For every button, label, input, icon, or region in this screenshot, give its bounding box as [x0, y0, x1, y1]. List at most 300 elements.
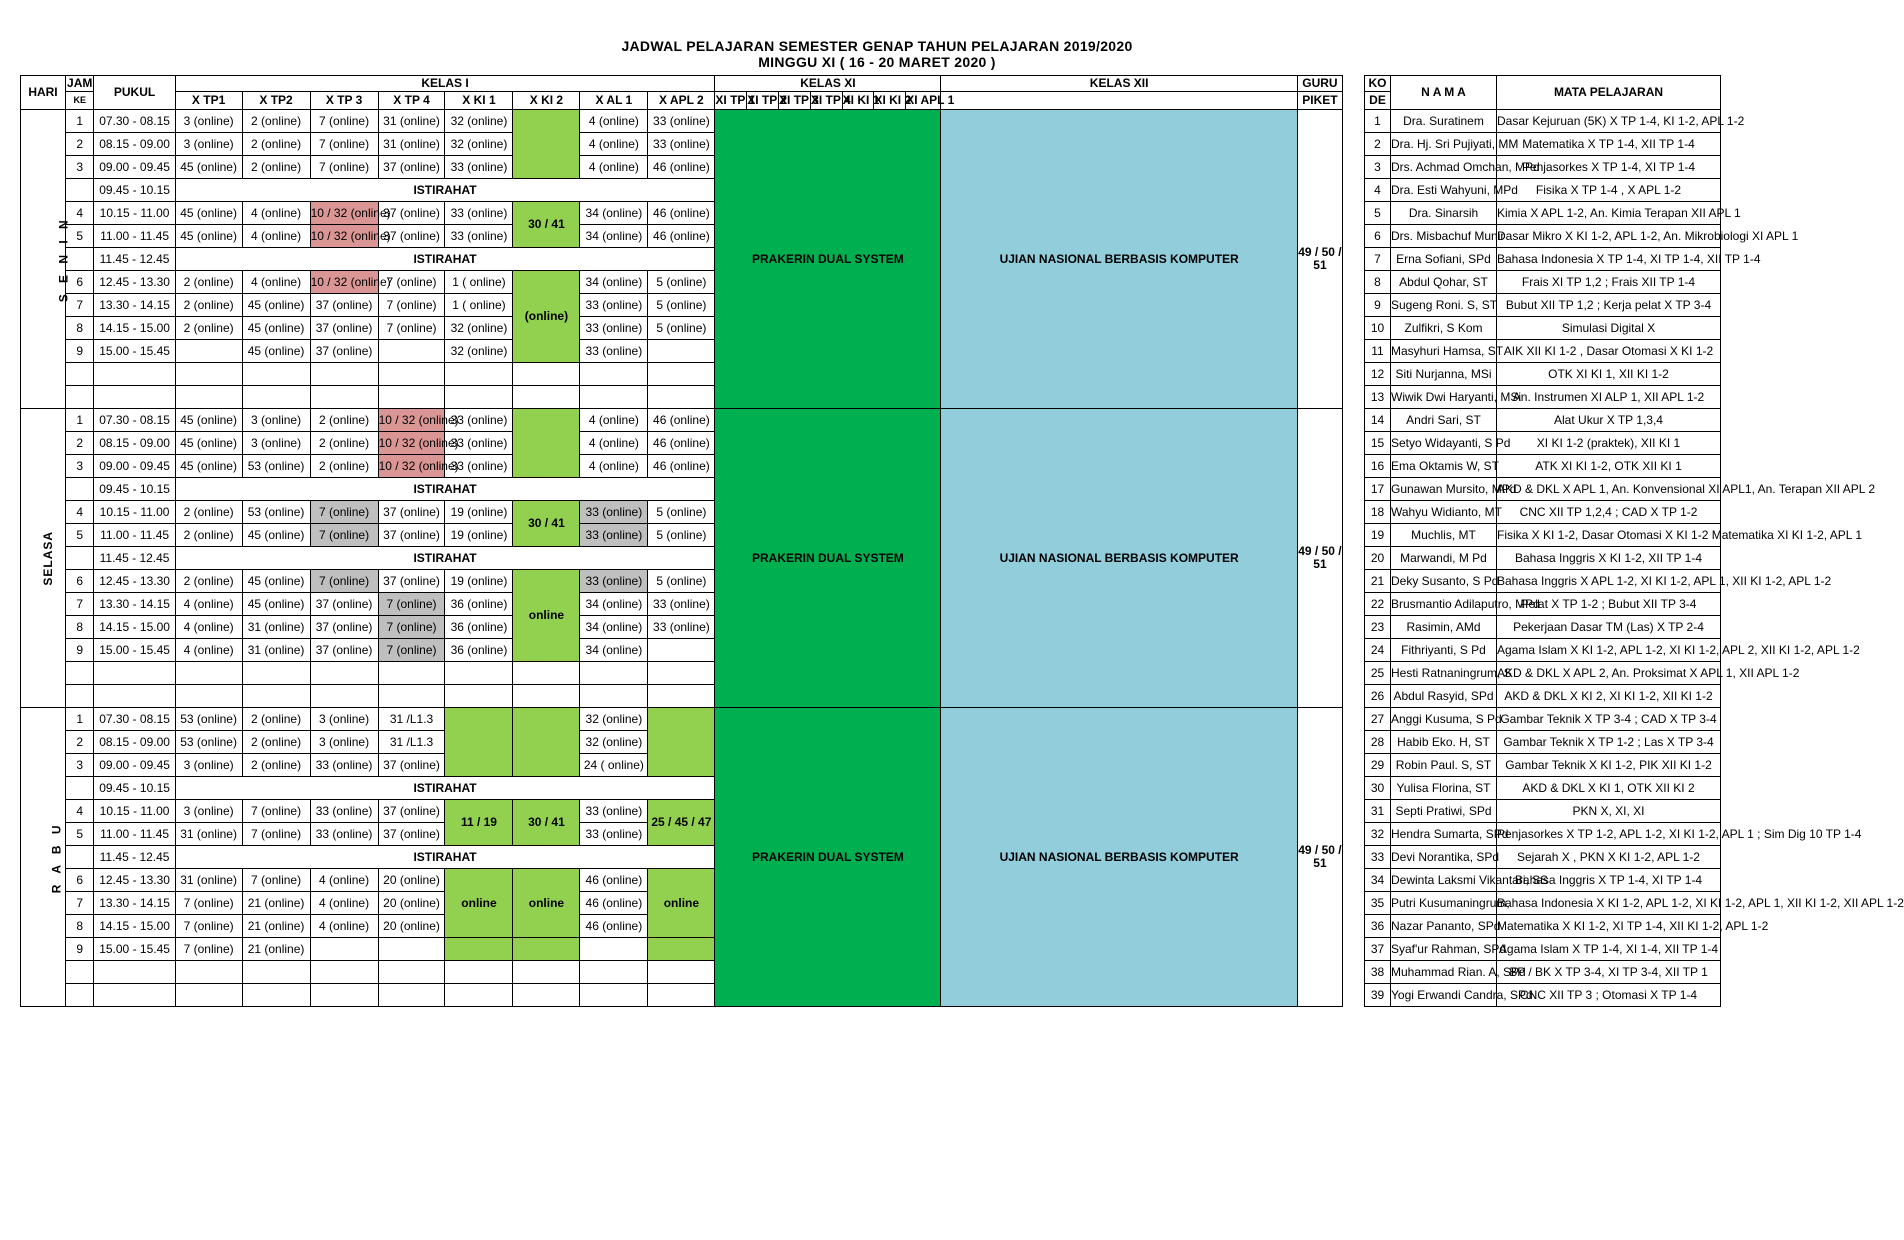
lesson-cell: 2 (online)	[242, 731, 310, 754]
teacher-subject: Frais XI TP 1,2 ; Frais XII TP 1-4	[1497, 271, 1721, 294]
lesson-cell: 33 (online)	[580, 800, 648, 823]
teacher-code: 26	[1365, 685, 1391, 708]
teacher-code: 1	[1365, 110, 1391, 133]
jam-ke: 1	[65, 409, 94, 432]
lesson-cell: 4 (online)	[580, 110, 648, 133]
col-kelas-i-sub: X TP 4	[378, 92, 445, 110]
lesson-cell: 4 (online)	[310, 869, 378, 892]
teacher-row	[1365, 938, 1721, 961]
empty-cell	[175, 386, 242, 409]
teacher-name: Dewinta Laksmi Vikantari, SS	[1391, 869, 1497, 892]
empty-cell	[648, 685, 715, 708]
lesson-cell: 7 (online)	[310, 524, 378, 547]
teacher-code: 34	[1365, 869, 1391, 892]
col-kelas-xi-sub: XI KI 2	[874, 92, 906, 110]
teacher-name: Erna Sofiani, SPd	[1391, 248, 1497, 271]
time-slot: 14.15 - 15.00	[94, 317, 175, 340]
guru-piket: 49 / 50 / 51	[1297, 110, 1342, 409]
time-slot: 08.15 - 09.00	[94, 133, 175, 156]
teacher-row	[1365, 593, 1721, 616]
lesson-cell: 1 ( online)	[445, 294, 513, 317]
empty-cell	[378, 685, 445, 708]
time-slot: 07.30 - 08.15	[94, 409, 175, 432]
jam-ke: 4	[65, 800, 94, 823]
lesson-cell: 2 (online)	[242, 708, 310, 731]
lesson-cell: 7 (online)	[378, 639, 445, 662]
teacher-row	[1365, 271, 1721, 294]
teacher-code: 3	[1365, 156, 1391, 179]
teacher-subject: Fisika X KI 1-2, Dasar Otomasi X KI 1-2 Matematika XI KI 1-2, APL 1	[1497, 524, 1721, 547]
lesson-cell: 3 (online)	[242, 432, 310, 455]
teacher-row	[1365, 455, 1721, 478]
empty-cell	[513, 984, 580, 1007]
teacher-table	[1364, 75, 1904, 1007]
lesson-cell: 19 (online)	[445, 524, 513, 547]
jam-ke: 1	[65, 708, 94, 731]
jam-ke	[65, 777, 94, 800]
empty-cell	[378, 363, 445, 386]
teacher-name: Anggi Kusuma, S Pd	[1391, 708, 1497, 731]
teacher-code: 30	[1365, 777, 1391, 800]
lesson-cell: 2 (online)	[175, 570, 242, 593]
lesson-cell	[648, 639, 715, 662]
jam-ke	[65, 846, 94, 869]
teacher-code: 27	[1365, 708, 1391, 731]
prakerin-block: PRAKERIN DUAL SYSTEM	[715, 708, 941, 1007]
col-mapel: MATA PELAJARAN	[1497, 76, 1721, 110]
lesson-cell: 4 (online)	[242, 271, 310, 294]
teacher-subject: ATK XI KI 1-2, OTK XII KI 1	[1497, 455, 1721, 478]
jam-ke	[65, 984, 94, 1007]
lesson-cell: 37 (online)	[378, 156, 445, 179]
lesson-cell: 34 (online)	[580, 639, 648, 662]
teacher-subject: Bubut XII TP 1,2 ; Kerja pelat X TP 3-4	[1497, 294, 1721, 317]
lesson-cell: 32 (online)	[580, 731, 648, 754]
col-piket: PIKET	[1297, 92, 1342, 110]
lesson-cell	[580, 938, 648, 961]
teacher-name: Rasimin, AMd	[1391, 616, 1497, 639]
lesson-cell: 31 (online)	[175, 823, 242, 846]
lesson-cell: 33 (online)	[648, 110, 715, 133]
empty-cell	[378, 984, 445, 1007]
teacher-name: Fithriyanti, S Pd	[1391, 639, 1497, 662]
col-kelas-i-sub: X TP2	[242, 92, 310, 110]
teacher-code: 21	[1365, 570, 1391, 593]
lesson-cell: 7 (online)	[242, 800, 310, 823]
teacher-code: 7	[1365, 248, 1391, 271]
lesson-cell	[513, 708, 580, 777]
lesson-cell: 53 (online)	[175, 708, 242, 731]
teacher-row	[1365, 179, 1721, 202]
lesson-cell: 45 (online)	[175, 202, 242, 225]
ujian-block: UJIAN NASIONAL BERBASIS KOMPUTER	[941, 708, 1298, 1007]
lesson-cell: 45 (online)	[175, 409, 242, 432]
teacher-row	[1365, 294, 1721, 317]
teacher-code: 33	[1365, 846, 1391, 869]
lesson-cell: 46 (online)	[648, 225, 715, 248]
empty-cell	[648, 363, 715, 386]
time-slot: 14.15 - 15.00	[94, 915, 175, 938]
lesson-cell	[310, 938, 378, 961]
teacher-row	[1365, 547, 1721, 570]
time-slot	[94, 685, 175, 708]
lesson-cell: 7 (online)	[175, 915, 242, 938]
lesson-cell: 37 (online)	[378, 225, 445, 248]
teacher-code: 25	[1365, 662, 1391, 685]
lesson-cell: 46 (online)	[580, 892, 648, 915]
empty-cell	[310, 386, 378, 409]
lesson-cell: 4 (online)	[310, 892, 378, 915]
teacher-name: Drs. Misbachuf Munir	[1391, 225, 1497, 248]
jam-ke	[65, 386, 94, 409]
lesson-cell: 7 (online)	[310, 133, 378, 156]
lesson-cell: 5 (online)	[648, 271, 715, 294]
teacher-row	[1365, 340, 1721, 363]
lesson-cell: 45 (online)	[242, 524, 310, 547]
lesson-cell: 36 (online)	[445, 593, 513, 616]
lesson-cell: 21 (online)	[242, 915, 310, 938]
prakerin-block: PRAKERIN DUAL SYSTEM	[715, 409, 941, 708]
lesson-cell: 3 (online)	[175, 110, 242, 133]
lesson-cell: 32 (online)	[580, 708, 648, 731]
lesson-cell: 45 (online)	[242, 593, 310, 616]
lesson-cell: 34 (online)	[580, 202, 648, 225]
lesson-cell: 31 /L1.3	[378, 708, 445, 731]
time-slot: 11.45 - 12.45	[94, 547, 175, 570]
group-cell: 30 / 41	[513, 501, 580, 547]
istirahat-row: ISTIRAHAT	[175, 248, 715, 271]
teacher-subject: Pelat X TP 1-2 ; Bubut XII TP 3-4	[1497, 593, 1721, 616]
col-kelas-i-sub: X KI 2	[513, 92, 580, 110]
lesson-cell: 46 (online)	[648, 409, 715, 432]
istirahat-row: ISTIRAHAT	[175, 478, 715, 501]
group-cell: online	[513, 869, 580, 938]
empty-cell	[310, 984, 378, 1007]
teacher-code: 17	[1365, 478, 1391, 501]
lesson-cell: 33 (online)	[580, 524, 648, 547]
lesson-cell: 2 (online)	[242, 110, 310, 133]
lesson-cell: 4 (online)	[242, 202, 310, 225]
lesson-cell: 19 (online)	[445, 501, 513, 524]
group-cell: online	[648, 869, 715, 938]
lesson-cell	[513, 110, 580, 179]
teacher-subject: AKD & DKL X KI 2, XI KI 1-2, XII KI 1-2	[1497, 685, 1721, 708]
lesson-cell: 10 / 32 (online)	[378, 432, 445, 455]
lesson-cell: 53 (online)	[242, 501, 310, 524]
lesson-cell	[445, 938, 513, 961]
teacher-row	[1365, 754, 1721, 777]
jam-ke: 2	[65, 133, 94, 156]
col-jam: JAM	[67, 76, 93, 91]
teacher-row	[1365, 409, 1721, 432]
lesson-cell: 37 (online)	[378, 524, 445, 547]
teacher-subject: An. Instrumen XI ALP 1, XII APL 1-2	[1497, 386, 1721, 409]
col-ko: KO	[1365, 76, 1391, 92]
teacher-subject: Kimia X APL 1-2, An. Kimia Terapan XII APL 1	[1497, 202, 1721, 225]
teacher-name: Habib Eko. H, ST	[1391, 731, 1497, 754]
teacher-code: 32	[1365, 823, 1391, 846]
teacher-subject: Bahasa Inggris X TP 1-4, XI TP 1-4	[1497, 869, 1721, 892]
lesson-cell: 4 (online)	[580, 133, 648, 156]
time-slot: 11.45 - 12.45	[94, 846, 175, 869]
lesson-cell: 2 (online)	[242, 754, 310, 777]
teacher-row	[1365, 915, 1721, 938]
lesson-cell: 2 (online)	[310, 455, 378, 478]
lesson-cell: 2 (online)	[175, 501, 242, 524]
time-slot: 09.00 - 09.45	[94, 455, 175, 478]
lesson-cell: 2 (online)	[242, 133, 310, 156]
col-kelas-i-sub: X APL 2	[648, 92, 715, 110]
time-slot: 10.15 - 11.00	[94, 800, 175, 823]
teacher-name: Andri Sari, ST	[1391, 409, 1497, 432]
teacher-subject: OTK XI KI 1, XII KI 1-2	[1497, 363, 1721, 386]
col-kelas-xi-sub: XI TP 1	[715, 92, 747, 110]
col-ke: KE	[65, 92, 94, 110]
empty-cell	[310, 685, 378, 708]
lesson-cell: 2 (online)	[175, 294, 242, 317]
empty-cell	[175, 363, 242, 386]
teacher-subject: Dasar Mikro X KI 1-2, APL 1-2, An. Mikrobiologi XI APL 1	[1497, 225, 1721, 248]
jam-ke: 3	[65, 156, 94, 179]
teacher-row	[1365, 639, 1721, 662]
teacher-name: Hesti Ratnaningrum, S	[1391, 662, 1497, 685]
teacher-subject: Alat Ukur X TP 1,3,4	[1497, 409, 1721, 432]
lesson-cell: 2 (online)	[310, 409, 378, 432]
lesson-cell: 2 (online)	[175, 271, 242, 294]
lesson-cell: 33 (online)	[310, 754, 378, 777]
schedule-title: JADWAL PELAJARAN SEMESTER GENAP TAHUN PELAJARAN 2019/2020	[621, 38, 1133, 54]
lesson-cell: 34 (online)	[580, 225, 648, 248]
lesson-cell: 31 (online)	[242, 616, 310, 639]
teacher-name: Drs. Achmad Omchan, MPd	[1391, 156, 1497, 179]
teacher-name: Wiwik Dwi Haryanti, MSi	[1391, 386, 1497, 409]
teacher-row	[1365, 432, 1721, 455]
empty-cell	[580, 685, 648, 708]
lesson-cell: 5 (online)	[648, 317, 715, 340]
empty-cell	[445, 685, 513, 708]
col-kelas-xi-sub: XI APL 1	[906, 92, 941, 110]
teacher-code: 12	[1365, 363, 1391, 386]
teacher-row	[1365, 110, 1721, 133]
time-slot: 14.15 - 15.00	[94, 616, 175, 639]
teacher-row	[1365, 616, 1721, 639]
teacher-code: 11	[1365, 340, 1391, 363]
teacher-subject: BP / BK X TP 3-4, XI TP 3-4, XII TP 1	[1497, 961, 1721, 984]
teacher-name: Yulisa Florina, ST	[1391, 777, 1497, 800]
lesson-cell: 36 (online)	[445, 616, 513, 639]
teacher-code: 22	[1365, 593, 1391, 616]
lesson-cell: 10 / 32 (online)	[378, 455, 445, 478]
lesson-cell: 10 / 32 (online)	[310, 202, 378, 225]
lesson-cell: 45 (online)	[175, 432, 242, 455]
time-slot: 13.30 - 14.15	[94, 294, 175, 317]
lesson-cell: 33 (online)	[310, 823, 378, 846]
jam-ke: 4	[65, 202, 94, 225]
lesson-cell: 3 (online)	[175, 800, 242, 823]
lesson-cell: 4 (online)	[242, 225, 310, 248]
lesson-cell: 1 ( online)	[445, 271, 513, 294]
lesson-cell: 45 (online)	[242, 570, 310, 593]
time-slot	[94, 961, 175, 984]
col-nama: N A M A	[1391, 76, 1497, 110]
teacher-row	[1365, 869, 1721, 892]
empty-cell	[378, 386, 445, 409]
time-slot	[94, 363, 175, 386]
empty-cell	[242, 984, 310, 1007]
teacher-subject: AIK XII KI 1-2 , Dasar Otomasi X KI 1-2	[1497, 340, 1721, 363]
teacher-code: 6	[1365, 225, 1391, 248]
time-slot: 11.00 - 11.45	[94, 823, 175, 846]
lesson-cell: 20 (online)	[378, 915, 445, 938]
teacher-name: Dra. Sinarsih	[1391, 202, 1497, 225]
lesson-cell: 33 (online)	[445, 225, 513, 248]
teacher-code: 2	[1365, 133, 1391, 156]
teacher-name: Ema Oktamis W, ST	[1391, 455, 1497, 478]
jam-ke: 8	[65, 317, 94, 340]
day-name: S E N I N	[56, 215, 71, 303]
empty-cell	[648, 386, 715, 409]
lesson-cell: 37 (online)	[310, 294, 378, 317]
time-slot: 08.15 - 09.00	[94, 731, 175, 754]
lesson-cell: 2 (online)	[242, 156, 310, 179]
lesson-cell	[378, 938, 445, 961]
jam-ke: 8	[65, 616, 94, 639]
teacher-code: 15	[1365, 432, 1391, 455]
time-slot: 11.45 - 12.45	[94, 248, 175, 271]
empty-cell	[580, 363, 648, 386]
teacher-subject: XI KI 1-2 (praktek), XII KI 1	[1497, 432, 1721, 455]
time-slot: 13.30 - 14.15	[94, 593, 175, 616]
lesson-cell: 37 (online)	[310, 340, 378, 363]
lesson-cell: 36 (online)	[445, 639, 513, 662]
teacher-name: Septi Pratiwi, SPd	[1391, 800, 1497, 823]
lesson-cell: 53 (online)	[175, 731, 242, 754]
lesson-cell: 34 (online)	[580, 616, 648, 639]
lesson-cell: 7 (online)	[378, 616, 445, 639]
time-slot: 07.30 - 08.15	[94, 110, 175, 133]
jam-ke: 7	[65, 593, 94, 616]
teacher-row	[1365, 846, 1721, 869]
lesson-cell: 34 (online)	[580, 271, 648, 294]
lesson-cell: 33 (online)	[580, 317, 648, 340]
teacher-code: 31	[1365, 800, 1391, 823]
time-slot: 13.30 - 14.15	[94, 892, 175, 915]
group-cell: 30 / 41	[513, 202, 580, 248]
schedule-table	[20, 75, 1343, 1007]
teacher-subject: PKN X, XI, XI	[1497, 800, 1721, 823]
lesson-cell	[513, 938, 580, 961]
empty-cell	[310, 961, 378, 984]
lesson-cell: 21 (online)	[242, 892, 310, 915]
lesson-cell: 37 (online)	[310, 639, 378, 662]
lesson-cell: 33 (online)	[580, 823, 648, 846]
teacher-subject: AKD & DKL X APL 1, An. Konvensional XI APL1, An. Terapan XII APL 2	[1497, 478, 1721, 501]
jam-ke: 9	[65, 938, 94, 961]
teacher-code: 37	[1365, 938, 1391, 961]
lesson-cell: 2 (online)	[175, 524, 242, 547]
col-hari: HARI	[21, 76, 66, 110]
col-kelas-xi-sub: XI TP 2	[747, 92, 779, 110]
jam-ke	[65, 547, 94, 570]
teacher-code: 36	[1365, 915, 1391, 938]
time-slot: 12.45 - 13.30	[94, 271, 175, 294]
lesson-cell: 31 (online)	[175, 869, 242, 892]
teacher-code: 35	[1365, 892, 1391, 915]
jam-ke: 1	[65, 110, 94, 133]
lesson-cell: 46 (online)	[648, 156, 715, 179]
lesson-cell: 7 (online)	[310, 156, 378, 179]
lesson-cell	[648, 708, 715, 777]
lesson-cell: 37 (online)	[310, 593, 378, 616]
col-kelas-i-sub: X TP1	[175, 92, 242, 110]
teacher-name: Setyo Widayanti, S Pd	[1391, 432, 1497, 455]
teacher-name: Dra. Suratinem	[1391, 110, 1497, 133]
lesson-cell: 21 (online)	[242, 938, 310, 961]
lesson-cell: 46 (online)	[648, 432, 715, 455]
empty-cell	[513, 386, 580, 409]
lesson-cell: 7 (online)	[378, 294, 445, 317]
teacher-name: Dra. Hj. Sri Pujiyati, MM	[1391, 133, 1497, 156]
teacher-name: Yogi Erwandi Candra, SPd	[1391, 984, 1497, 1007]
lesson-cell	[513, 409, 580, 478]
col-kelas-i-sub: X KI 1	[445, 92, 513, 110]
jam-ke: 9	[65, 340, 94, 363]
lesson-cell: 7 (online)	[310, 501, 378, 524]
jam-ke	[65, 662, 94, 685]
teacher-name: Deky Susanto, S Pd	[1391, 570, 1497, 593]
col-kelas-i: KELAS I	[175, 76, 715, 92]
teacher-row	[1365, 202, 1721, 225]
empty-cell	[242, 363, 310, 386]
lesson-cell: 4 (online)	[310, 915, 378, 938]
lesson-cell: 33 (online)	[445, 156, 513, 179]
lesson-cell	[648, 340, 715, 363]
day-label	[21, 708, 66, 1007]
day-name: SELASA	[41, 530, 56, 586]
teacher-subject: CNC XII TP 1,2,4 ; CAD X TP 1-2	[1497, 501, 1721, 524]
teacher-subject: Matematika X KI 1-2, XI TP 1-4, XII KI 1-2, APL 1-2	[1497, 915, 1721, 938]
empty-cell	[513, 685, 580, 708]
empty-cell	[175, 662, 242, 685]
lesson-cell: 31 (online)	[242, 639, 310, 662]
teacher-subject: Gambar Teknik X TP 1-2 ; Las X TP 3-4	[1497, 731, 1721, 754]
teacher-name: Dra. Esti Wahyuni, MPd	[1391, 179, 1497, 202]
teacher-subject: Matematika X TP 1-4, XII TP 1-4	[1497, 133, 1721, 156]
lesson-cell: 32 (online)	[445, 133, 513, 156]
teacher-subject: Fisika X TP 1-4 , X APL 1-2	[1497, 179, 1721, 202]
teacher-name: Gunawan Mursito, MPd	[1391, 478, 1497, 501]
lesson-cell: 7 (online)	[242, 869, 310, 892]
empty-cell	[445, 961, 513, 984]
lesson-cell: 37 (online)	[378, 570, 445, 593]
teacher-name: Abdul Rasyid, SPd	[1391, 685, 1497, 708]
empty-cell	[445, 363, 513, 386]
teacher-name: Putri Kusumaningrum,	[1391, 892, 1497, 915]
teacher-row	[1365, 524, 1721, 547]
teacher-subject: Pekerjaan Dasar TM (Las) X TP 2-4	[1497, 616, 1721, 639]
empty-cell	[175, 685, 242, 708]
jam-ke: 3	[65, 455, 94, 478]
jam-ke: 6	[65, 570, 94, 593]
lesson-cell: 7 (online)	[242, 823, 310, 846]
empty-cell	[445, 984, 513, 1007]
lesson-cell: 20 (online)	[378, 869, 445, 892]
lesson-cell: 46 (online)	[648, 455, 715, 478]
lesson-cell: 3 (online)	[175, 133, 242, 156]
teacher-name: Abdul Qohar, ST	[1391, 271, 1497, 294]
schedule-week: MINGGU XI ( 16 - 20 MARET 2020 )	[758, 54, 996, 70]
lesson-cell: 7 (online)	[310, 110, 378, 133]
